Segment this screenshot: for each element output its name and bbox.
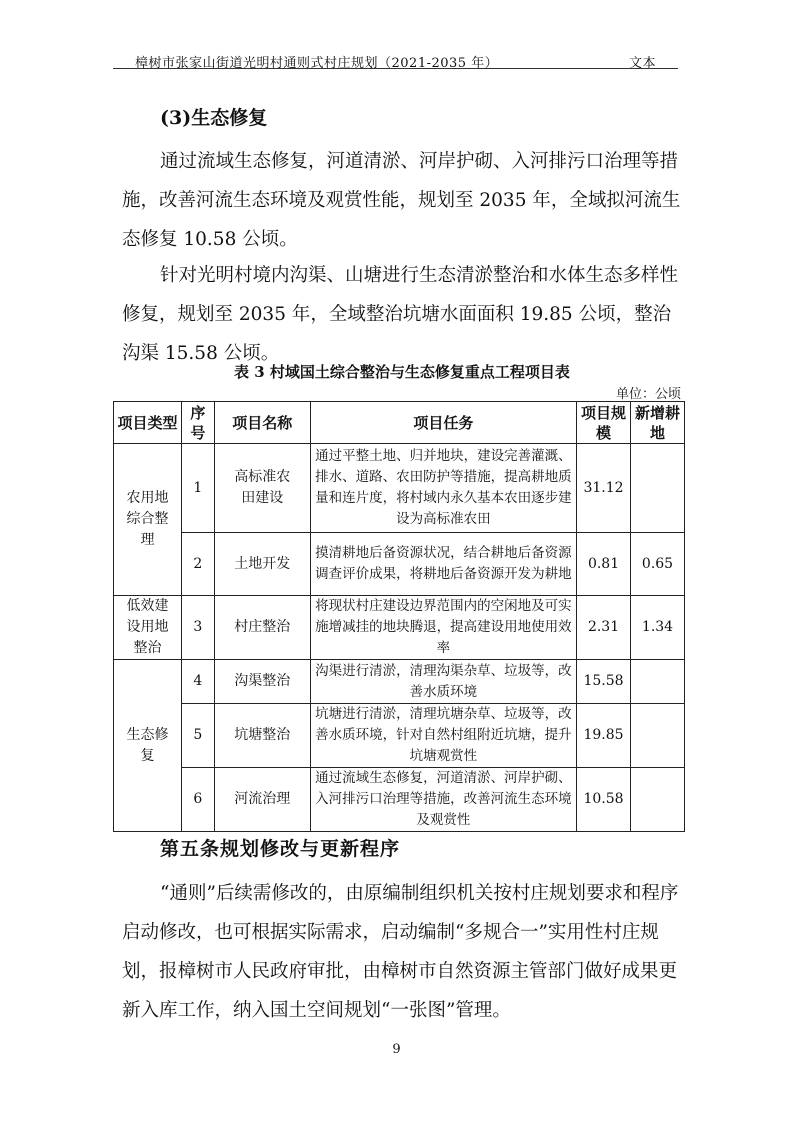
section-paragraph-2-text: 针对光明村境内沟渠、山塘进行生态清淤整治和水体生态多样性修复，规划至 2035 年，全域整治坑塘水面面积 19.85 公顷，整治沟渠 15.58 公顷。 — [122, 265, 679, 364]
header-title: 樟树市张家山街道光明村通则式村庄规划（2021-2035 年） — [135, 56, 499, 71]
header-cell-scale: 项目规模 — [577, 402, 631, 444]
section-paragraph-1 — [122, 142, 682, 259]
article-paragraph-text: “通则”后续需修改的，由原编制组织机关按村庄规划要求和程序启动修改，也可根据实际需求，启动编制“多规合一”实用性村庄规划，报樟树市人民政府审批，由樟树市自然资源主管部门做好成果更新入库工作，纳入国土空间规划“一张图”管理。 — [122, 883, 679, 1021]
table-row — [114, 660, 685, 704]
table-header-row — [114, 402, 685, 444]
row-new-farmland-cell — [631, 768, 685, 832]
row-no-cell: 2 — [181, 533, 214, 596]
section-paragraph-1-text: 通过流域生态修复，河道清淤、河岸护砌、入河排污口治理等措施，改善河流生态环境及观赏性能，规划至 2035 年，全域拟河流生态修复 10.58 公顷。 — [122, 151, 681, 250]
project-table — [113, 401, 685, 832]
row-no-cell: 4 — [181, 660, 214, 704]
group-type-cell: 生态修复 — [114, 660, 182, 832]
article-title: 第五条规划修改与更新程序 — [160, 838, 401, 860]
table-row — [114, 533, 685, 596]
row-task-cell: 通过平整土地、归并地块，建设完善灌溉、排水、道路、农田防护等措施，提高耕地质量和连片度，将村域内永久基本农田逐步建设为高标准农田 — [310, 444, 576, 533]
row-name-cell: 河流治理 — [214, 768, 310, 832]
header-doc-type: 文本 — [628, 56, 656, 71]
row-new-farmland-cell: 0.65 — [631, 533, 685, 596]
article-paragraph — [122, 874, 682, 1030]
row-no-cell: 3 — [181, 596, 214, 660]
row-no-cell: 6 — [181, 768, 214, 832]
row-scale-cell: 15.58 — [577, 660, 631, 704]
page-number: 9 — [392, 1042, 401, 1057]
table-row — [114, 704, 685, 768]
row-task-cell: 通过流域生态修复，河道清淤、河岸护砌、入河排污口治理等措施，改善河流生态环境及观赏性 — [310, 768, 576, 832]
group-type-cell: 低效建设用地整治 — [114, 596, 182, 660]
row-scale-cell: 0.81 — [577, 533, 631, 596]
table-row — [114, 444, 685, 533]
row-new-farmland-cell: 1.34 — [631, 596, 685, 660]
row-new-farmland-cell — [631, 660, 685, 704]
row-scale-cell: 31.12 — [577, 444, 631, 533]
section-title: (3)生态修复 — [160, 107, 268, 129]
row-name-cell: 高标准农田建设 — [214, 444, 310, 533]
row-new-farmland-cell — [631, 704, 685, 768]
header-cell-name: 项目名称 — [214, 402, 310, 444]
row-name-cell: 村庄整治 — [214, 596, 310, 660]
row-scale-cell: 10.58 — [577, 768, 631, 832]
row-task-cell: 沟渠进行清淤，清理沟渠杂草、垃圾等，改善水质环境 — [310, 660, 576, 704]
group-type-cell: 农用地综合整理 — [114, 444, 182, 596]
row-new-farmland-cell — [631, 444, 685, 533]
row-no-cell: 5 — [181, 704, 214, 768]
header-cell-type: 项目类型 — [114, 402, 182, 444]
row-scale-cell: 2.31 — [577, 596, 631, 660]
table-title: 表 3 村域国土综合整治与生态修复重点工程项目表 — [234, 363, 570, 381]
header-cell-new-farmland: 新增耕地 — [631, 402, 685, 444]
row-task-cell: 将现状村庄建设边界范围内的空闲地及可实施增减挂的地块腾退，提高建设用地使用效率 — [310, 596, 576, 660]
section-paragraph-2 — [122, 256, 682, 373]
row-name-cell: 坑塘整治 — [214, 704, 310, 768]
row-task-cell: 摸清耕地后备资源状况，结合耕地后备资源调查评价成果，将耕地后备资源开发为耕地 — [310, 533, 576, 596]
table-row — [114, 596, 685, 660]
header-cell-task: 项目任务 — [310, 402, 576, 444]
row-name-cell: 土地开发 — [214, 533, 310, 596]
header-cell-no: 序号 — [181, 402, 214, 444]
table-row — [114, 768, 685, 832]
row-no-cell: 1 — [181, 444, 214, 533]
row-scale-cell: 19.85 — [577, 704, 631, 768]
row-name-cell: 沟渠整治 — [214, 660, 310, 704]
row-task-cell: 坑塘进行清淤，清理坑塘杂草、垃圾等，改善水质环境，针对自然村组附近坑塘，提升坑塘观赏性 — [310, 704, 576, 768]
header-rule — [113, 68, 678, 69]
table-unit: 单位：公顷 — [615, 387, 681, 402]
